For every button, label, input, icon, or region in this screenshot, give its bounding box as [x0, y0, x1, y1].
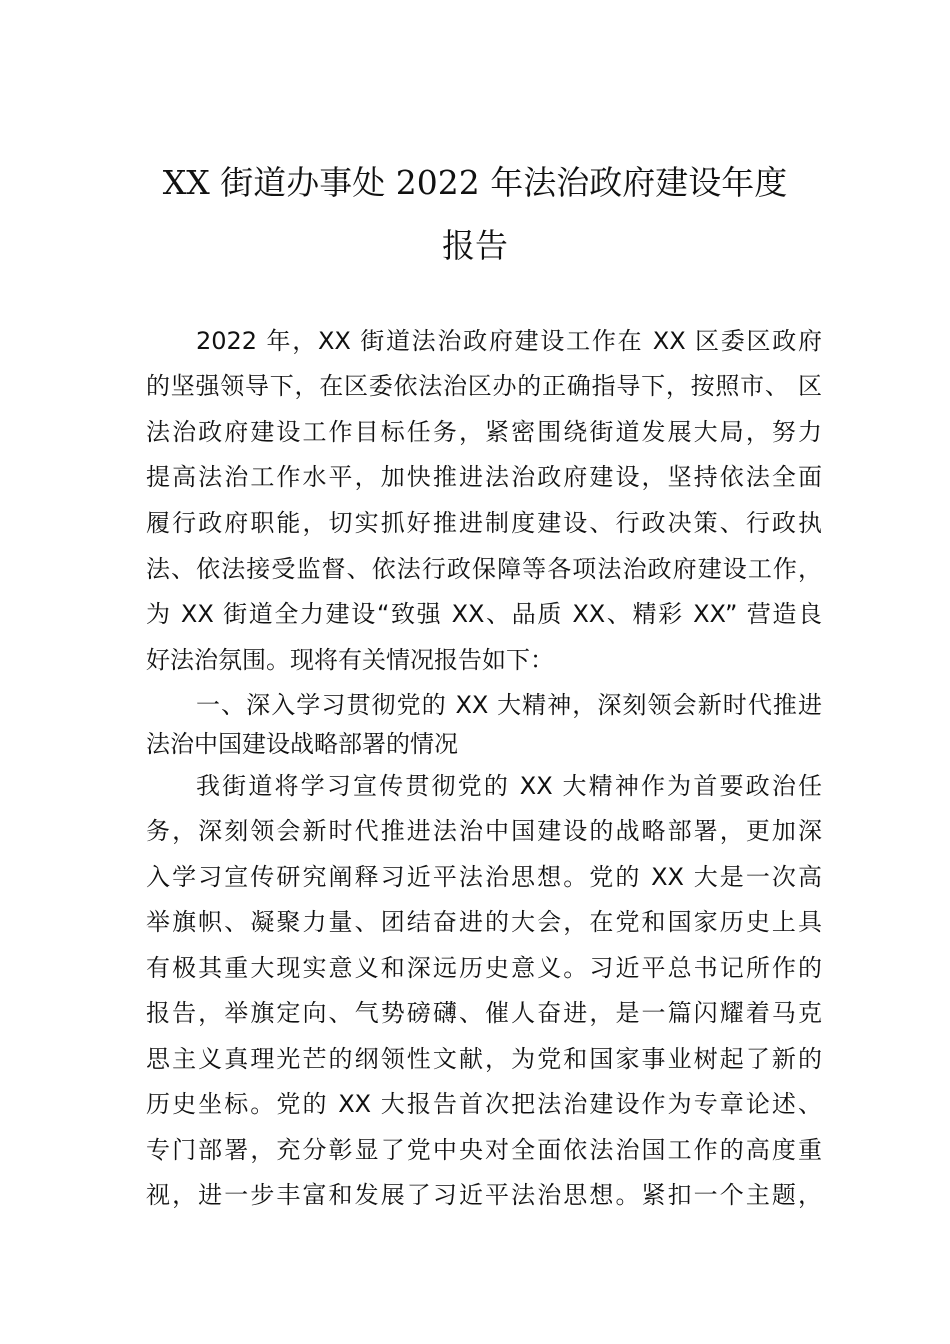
paragraph-line: 的坚强领导下，在区委依法治区办的正确指导下，按照市、 区 — [146, 372, 822, 400]
paragraph-line: 有极其重大现实意义和深远历史意义。习近平总书记所作的 — [146, 954, 822, 982]
paragraph-line: 2022 年，XX 街道法治政府建设工作在 XX 区委区政府 — [196, 327, 822, 355]
paragraph-line: 历史坐标。党的 XX 大报告首次把法治建设作为专章论述、 — [146, 1090, 822, 1118]
paragraph-line: 为 XX 街道全力建设“致强 XX、品质 XX、精彩 XX” 营造良 — [146, 600, 822, 628]
paragraph-line: 履行政府职能，切实抓好推进制度建设、行政决策、行政执 — [146, 509, 822, 537]
heading-line: 一、深入学习贯彻党的 XX 大精神，深刻领会新时代推进 — [196, 691, 822, 719]
paragraph-line: 我街道将学习宣传贯彻党的 XX 大精神作为首要政治任 — [196, 772, 822, 800]
paragraph-line: 入学习宣传研究阐释习近平法治思想。党的 XX 大是一次高 — [146, 863, 822, 891]
paragraph-line: 视，进一步丰富和发展了习近平法治思想。紧扣一个主题， — [146, 1181, 822, 1209]
document-title-line-1: XX 街道办事处 2022 年法治政府建设年度 — [162, 163, 788, 202]
document-title-line-2: 报告 — [442, 226, 508, 265]
paragraph-line: 法治政府建设工作目标任务，紧密围绕街道发展大局，努力 — [146, 418, 822, 446]
paragraph-line: 提高法治工作水平，加快推进法治政府建设，坚持依法全面 — [146, 463, 822, 491]
heading-line: 法治中国建设战略部署的情况 — [146, 730, 458, 758]
paragraph-line: 报告，举旗定向、气势磅礴、催人奋进，是一篇闪耀着马克 — [146, 999, 822, 1027]
paragraph-line: 好法治氛围。现将有关情况报告如下： — [146, 646, 554, 674]
paragraph-line: 法、依法接受监督、依法行政保障等各项法治政府建设工作， — [146, 555, 822, 583]
paragraph-line: 专门部署，充分彰显了党中央对全面依法治国工作的高度重 — [146, 1136, 822, 1164]
paragraph-line: 务，深刻领会新时代推进法治中国建设的战略部署，更加深 — [146, 817, 822, 845]
paragraph-line: 思主义真理光芒的纲领性文献，为党和国家事业树起了新的 — [146, 1045, 822, 1073]
paragraph-line: 举旗帜、凝聚力量、团结奋进的大会，在党和国家历史上具 — [146, 908, 822, 936]
